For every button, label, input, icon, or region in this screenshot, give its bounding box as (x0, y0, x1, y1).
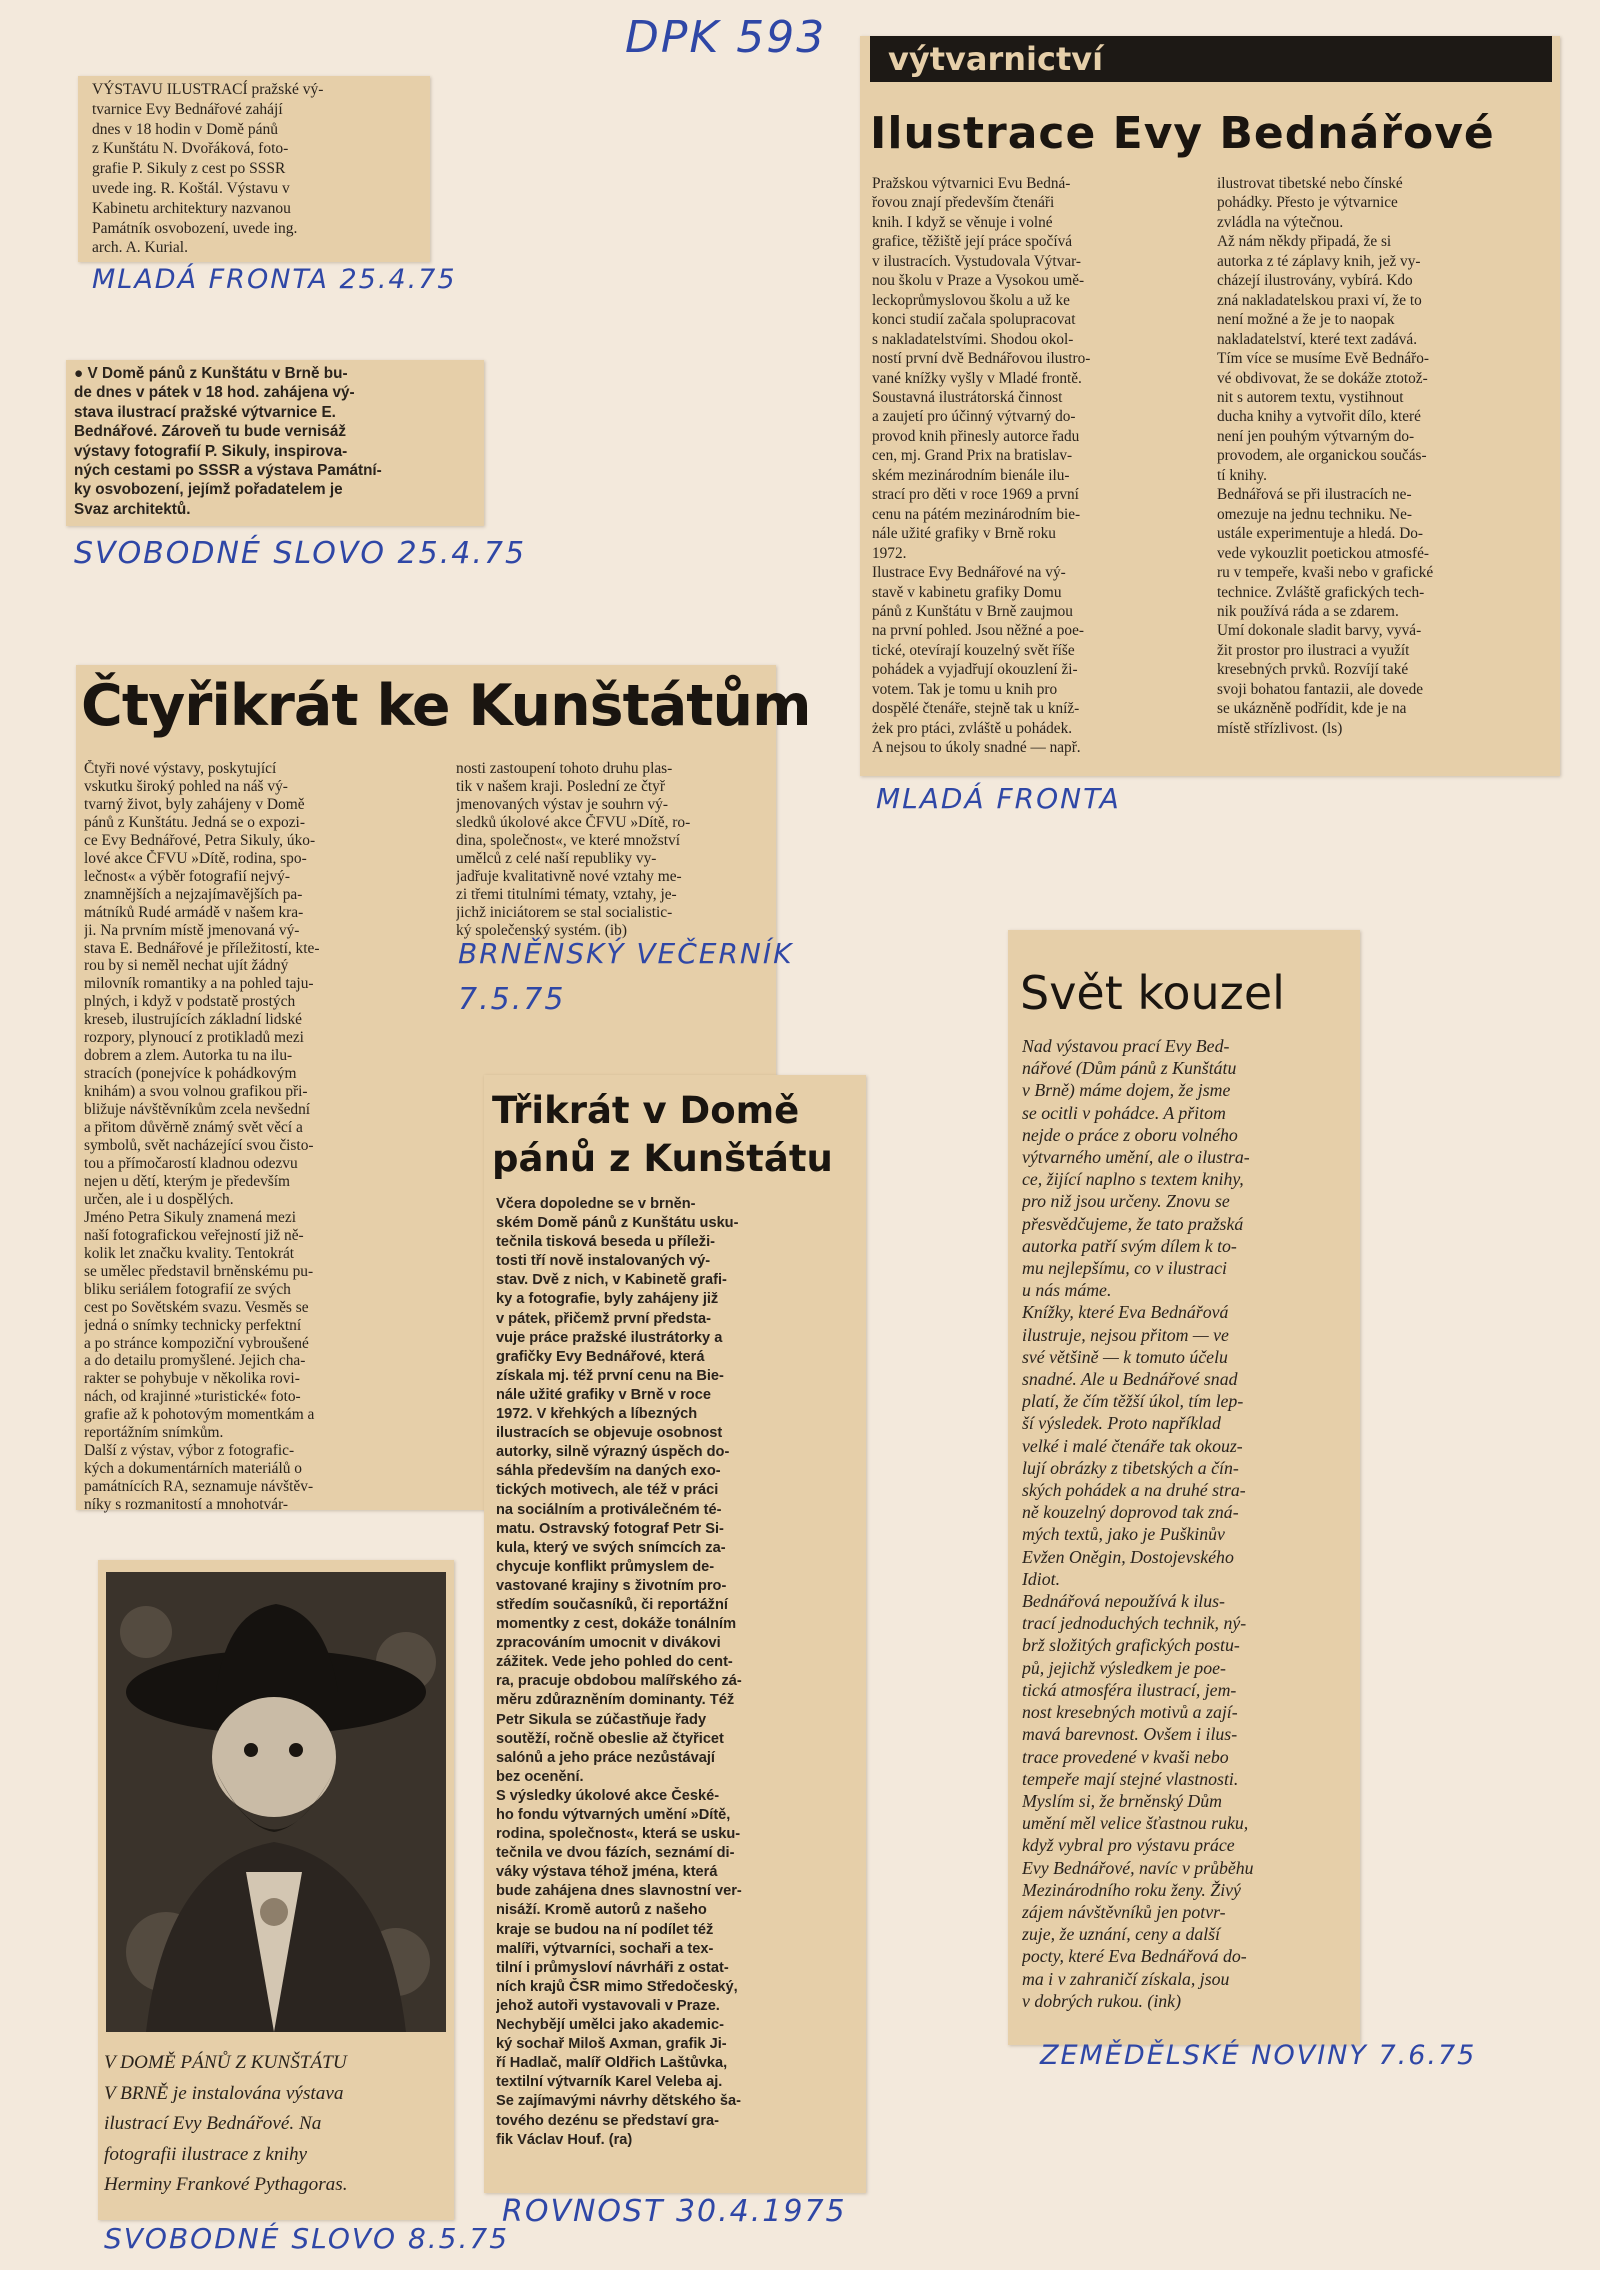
text-line: tempeře mají stejné vlastnosti. (1022, 1768, 1239, 1789)
text-line: nost kresebných motivů a zají- (1022, 1702, 1238, 1723)
text-line: u nás máme. (1022, 1280, 1112, 1301)
text-line: umění měl velice šťastnou ruku, (1022, 1813, 1249, 1834)
text-line: snadné. Ale u Bednářové snad (1022, 1369, 1238, 1390)
text-line: lují obrázky z tibetských a čín- (1022, 1457, 1239, 1478)
section-bar (870, 36, 1552, 82)
text-line: se ocitli v pohádce. A přitom (1022, 1102, 1226, 1123)
source-rovnost: ROVNOST 30.4.1975 (502, 2194, 847, 2229)
text-line: ních krajů ČSR mimo Středočeský, (496, 1978, 738, 1995)
clip-svet-kouzel (1008, 930, 1360, 2045)
text-line: lové akce ČFVU »Dítě, rodina, spo- (84, 849, 307, 867)
text-line: vskutku široký pohled na náš vý- (84, 777, 288, 795)
text-line: Bednářová se při ilustracích ne- (1217, 486, 1412, 504)
text-line: Soustavná ilustrátorská činnost (872, 388, 1063, 406)
text-line: tilní i průmysloví návrháři z ostat- (496, 1959, 729, 1976)
text-line: výstavy fotografií P. Sikuly, inspirova- (74, 442, 348, 460)
text-line: fik Václav Houf. (ra) (496, 2131, 633, 2148)
text-line: z Kunštátu N. Dvořáková, foto- (92, 140, 289, 158)
text-line: přesvědčujeme, že tato pražská (1022, 1213, 1244, 1234)
text-line: bude zahájena dnes slavnostní ver- (496, 1883, 742, 1900)
text-line: cen, mj. Grand Prix na bratislav- (872, 447, 1073, 465)
text-line: S výsledky úkolové akce České- (496, 1787, 720, 1804)
text-line: cenu na pátém mezinárodním bie- (872, 505, 1081, 523)
text-line: ma i v zahraničí získala, jsou (1022, 1968, 1230, 1989)
text-line: tosti tří nově instalovaných vý- (496, 1253, 711, 1270)
text-line: stavě v kabinetu grafiky Domu (872, 583, 1062, 601)
text-line: Pražskou výtvarnici Evu Bedná- (872, 175, 1071, 192)
text-line: Památník osvobození, uvede ing. (92, 219, 298, 237)
text-line: památnících RA, seznamuje návštěv- (84, 1478, 314, 1496)
text-line: ských pohádek a na druhé stra- (1022, 1480, 1246, 1501)
text-line: ší výsledek. Proto například (1022, 1413, 1221, 1434)
text-line: strací pro děti v roce 1969 a první (872, 486, 1079, 504)
text-line: na první pohled. Jsou něžné a poe- (872, 622, 1084, 640)
text-line: ilustrovat tibetské nebo čínské (1217, 175, 1403, 192)
text-line: rozpory, plynoucí z protikladů mezi (84, 1029, 304, 1047)
text-line: pánů z Kunštátu v Brně zaujmou (872, 602, 1073, 620)
text-line: brž složitých grafických postu- (1022, 1635, 1240, 1656)
text-line: sledků úkolové akce ČFVU »Dítě, ro- (456, 813, 691, 831)
text-line: tečnila tisková beseda u příleži- (496, 1234, 715, 1251)
text-line: trace provedené v kvaši nebo (1022, 1746, 1229, 1767)
text-line: provodem, ale organickou součás- (1217, 447, 1427, 465)
text-line: nách, od krajinné »turistické« foto- (84, 1388, 301, 1406)
clip-ilustrace (860, 36, 1560, 776)
text-line: ustále experimentuje a hledá. Do- (1217, 525, 1424, 543)
text-line: Kabinetu architektury nazvanou (92, 199, 291, 217)
headline-line-2: pánů z Kunštátu (492, 1137, 833, 1180)
text-line: rodina, společnost«, která se usku- (496, 1826, 741, 1843)
text-line: grafie až k pohotovým momentkám a (84, 1406, 315, 1424)
text-line: jmenovaných výstav je souhrn vý- (456, 795, 669, 813)
text-line: V DOMĚ PÁNŮ Z KUNŠTÁTU (104, 2052, 347, 2073)
text-line: knih. I když se věnuje i volné (872, 213, 1053, 231)
text-line: leckoprůmyslovou školu a už ke (872, 291, 1070, 309)
text-line: ří Hadlač, malíř Oldřich Laštůvka, (496, 2055, 728, 2072)
article-body (496, 1195, 858, 2150)
text-line: Bednářové. Zároveň tu bude vernisáž (74, 423, 347, 441)
text-line: sáhla především na daných exo- (496, 1463, 721, 1480)
text-line: pohádky. Přesto je výtvarnice (1217, 194, 1398, 212)
text-line: ně kouzelný doprovod tak zná- (1022, 1502, 1239, 1523)
text-line: v ilustracích. Vystudovala Výtvar- (872, 252, 1081, 270)
text-line: 1972. (872, 544, 907, 562)
text-line: Knížky, které Eva Bednářová (1022, 1302, 1229, 1323)
source-svobodne-slovo-2: SVOBODNÉ SLOVO 8.5.75 (104, 2222, 510, 2255)
text-line: trací jednoduchých technik, ný- (1022, 1613, 1247, 1634)
text-line: v Brně) máme dojem, že jsme (1022, 1080, 1231, 1101)
text-line: provod knih přinesly autorce řadu (872, 427, 1080, 445)
text-line: zuje, že uznání, ceny a další (1022, 1924, 1221, 1945)
text-line: dina, společnost«, ve které množství (456, 831, 680, 849)
column-2 (456, 760, 766, 940)
text-line: nále užité grafiky v Brně roku (872, 525, 1056, 543)
text-line: nále užité grafiky v Brně v roce (496, 1386, 711, 1403)
text-line: lečnost« a výběr fotografií nejvý- (84, 867, 290, 885)
text-line: středím současníků, či reportážní (496, 1596, 728, 1613)
text-line: ji. Na prvním místě jmenovaná vý- (84, 921, 300, 939)
text-line: určen, ale i u dospělých. (84, 1190, 234, 1208)
text-line: 1972. V křehkých a líbezných (496, 1406, 698, 1423)
text-line: votem. Tak je tomu u knih pro (872, 680, 1058, 698)
text-line: mu nejlepšímu, co v ilustraci (1022, 1258, 1227, 1279)
text-line: není jen pouhým výtvarným do- (1217, 427, 1415, 445)
text-line: symbolů, svět nacházející svou čisto- (84, 1137, 314, 1155)
source-brnensky-vecernik: BRNĚNSKÝ VEČERNÍK (458, 937, 794, 970)
text-line: žit prostor pro ilustraci a využít (1217, 641, 1410, 659)
headline: Čtyřikrát ke Kunštátům (81, 673, 811, 739)
text-line: autorka z té záplavy knih, jež vy- (1217, 252, 1421, 270)
text-line: zvládla na výtečnou. (1217, 213, 1344, 231)
text-line: Čtyři nové výstavy, poskytující (84, 760, 277, 777)
text-line: chycuje konflikt průmyslem de- (496, 1558, 715, 1575)
clip-svobodne-slovo-short (66, 360, 484, 526)
text-line: plných, i když v podstatě prostých (84, 993, 296, 1011)
text-line: kraje se budou na ní podílet též (496, 1921, 714, 1938)
text-line: tik v našem kraji. Poslední ze čtyř (456, 777, 666, 795)
text-line: malíři, výtvarníci, sochaři a tex- (496, 1940, 714, 1957)
text-line: pohádek a vyjadřují okouzlení ži- (872, 661, 1078, 679)
text-line: a zaujetí pro účinný výtvarný do- (872, 408, 1076, 426)
text-line: řovou znají především čtenáři (872, 194, 1055, 212)
text-line: uvede ing. R. Koštál. Výstavu v (92, 179, 290, 197)
text-line: rakter se pohybuje v několika rovi- (84, 1370, 300, 1388)
text-line: ilustruje, nejsou přitom — ve (1022, 1324, 1229, 1345)
text-line: Evžen Oněgin, Dostojevského (1022, 1546, 1234, 1567)
text-line: nisáží. Kromě autorů z našeho (496, 1902, 707, 1919)
text-line: ru v tempeře, kvaši nebo v grafické (1217, 564, 1434, 582)
text-line: Myslím si, že brněnský Dům (1022, 1790, 1223, 1811)
text-line: cest po Sovětském svazu. Vesměs se (84, 1298, 309, 1316)
text-line: fotografii ilustrace z knihy (104, 2143, 308, 2165)
text-line: tou a přímočarostí kladnou odezvu (84, 1154, 298, 1172)
source-zemedelske-noviny: ZEMĚDĚLSKÉ NOVINY 7.6.75 (1040, 2040, 1477, 2071)
text-line: velké i malé čtenáře tak okouz- (1022, 1435, 1243, 1456)
text-line: se ukázněně podřídit, kde je na (1217, 700, 1407, 718)
text-line: ducha knihy a vytvořit dílo, které (1217, 408, 1421, 426)
text-line: ností první dvě Bednářovou ilustro- (872, 350, 1091, 368)
text-line: ký společenský systém. (ib) (456, 921, 627, 939)
text-line: żek pro ptáci, zvláště u pohádek. (872, 719, 1073, 737)
source-mlada-fronta-2: MLADÁ FRONTA (876, 782, 1121, 815)
text-line: konci studií začala spolupracovat (872, 311, 1076, 329)
text-line: Mezinárodního roku ženy. Živý (1022, 1879, 1241, 1900)
text-line: pocty, které Eva Bednářová do- (1022, 1946, 1247, 1967)
text-line: místě střízlivost. (ls) (1217, 719, 1343, 737)
text-line: bližuje návštěvníkům zcela nevšední (84, 1101, 311, 1119)
headline: Svět kouzel (1020, 966, 1285, 1020)
column-2 (1217, 174, 1553, 738)
text-line: zpracováním umocnit v divákovi (496, 1635, 721, 1652)
text-line: a přitom důvěrně známý svět věcí a (84, 1119, 303, 1137)
section-label: výtvarnictví (888, 40, 1104, 78)
text-line: stava E. Bednářové je příležitostí, kte- (84, 939, 320, 957)
text-line: kreseb, ilustrujících základní lidské (84, 1011, 302, 1029)
text-line: rou by si neměl nechat ujít žádný (84, 957, 289, 975)
text-line: Až nám někdy připadá, že si (1217, 233, 1392, 251)
text-line: dnes v 18 hodin v Domě pánů (92, 120, 278, 138)
text-line: nejde o práce z oboru volného (1022, 1124, 1238, 1145)
text-line: soutěží, ročně obeslie až čtyřicet (496, 1730, 724, 1747)
text-line: tvarný život, byly zahájeny v Domě (84, 795, 305, 813)
source-brnensky-vecernik-date: 7.5.75 (458, 982, 566, 1017)
text-line: Idiot. (1022, 1568, 1061, 1589)
text-line: ce Evy Bednářové, Petra Sikuly, úko- (84, 831, 316, 849)
text-line: vastované krajiny s životním pro- (496, 1577, 727, 1594)
text-line: kých a dokumentárních materiálů o (84, 1460, 302, 1478)
text-line: Evy Bednářové, navíc v průběhu (1022, 1857, 1254, 1878)
text-line: ském mezinárodním bienále ilu- (872, 466, 1070, 484)
text-line: není možné a že je to naopak (1217, 311, 1395, 329)
text-line: grafice, těžiště její práce spočívá (872, 233, 1073, 251)
text-line: matu. Ostravský fotograf Petr Si- (496, 1520, 724, 1537)
text-line: zi třemi titulními tématy, vztahy, je- (456, 885, 677, 903)
text-line: Tím více se musíme Evě Bednářo- (1217, 350, 1429, 368)
text-line: vé obdivovat, že se dokáže ztotož- (1217, 369, 1428, 387)
text-line: mých textů, jako je Puškinův (1022, 1524, 1225, 1545)
text-line: Další z výstav, výbor z fotografic- (84, 1442, 295, 1460)
text-line: pánů z Kunštátu. Jedná se o expozi- (84, 813, 305, 831)
text-line: kolik let značku kvality. Tentokrát (84, 1244, 295, 1262)
text-line: kula, který ve svých snímcích za- (496, 1539, 726, 1556)
text-line: dobrem a zlem. Autorka tu na ilu- (84, 1047, 293, 1065)
text-line: výtvarného umění, ale o ilustra- (1022, 1147, 1250, 1168)
archive-mark: DPK 593 (625, 12, 827, 63)
text-line: grafie P. Sikuly z cest po SSSR (92, 160, 286, 178)
text-line: v dobrých rukou. (ink) (1022, 1990, 1181, 2011)
text-line: ných cestami po SSSR a výstava Památní- (74, 462, 382, 480)
text-line: ra, pracuje obdobou malířského zá- (496, 1673, 742, 1690)
text-line: ce, žijící naplno s textem knihy, (1022, 1169, 1244, 1190)
text-line: zná nakladatelskou praxi ví, že to (1217, 291, 1422, 309)
text-line: znamnějších a nejzajímavějších pa- (84, 885, 303, 903)
text-line: Herminy Frankové Pythagoras. (104, 2174, 348, 2196)
text-line: jehož autoři vystavovali v Praze. (496, 1997, 720, 2014)
text-line: nejen u dětí, kterým je především (84, 1172, 291, 1190)
text-line: dospělé čtenáře, stejně tak u kníž- (872, 700, 1080, 718)
text-line: reportážním snímkům. (84, 1424, 224, 1442)
text-line: a do detailu promyšlené. Jejich cha- (84, 1352, 306, 1370)
text-line: získala mj. též první cenu na Bie- (496, 1367, 724, 1384)
text-line: ilustracích se objevuje osobnost (496, 1425, 723, 1442)
text-line: textilní výtvarník Karel Veleba aj. (496, 2074, 723, 2091)
text-line: Ilustrace Evy Bednářové na vý- (872, 564, 1066, 582)
text-line: A nejsou to úkoly snadné — např. (872, 739, 1081, 757)
text-line: ● V Domě pánů z Kunštátu v Brně bu- (74, 365, 348, 382)
clip-text (92, 80, 422, 258)
text-line: kresebných prvků. Rozvíjí také (1217, 661, 1409, 679)
text-line: knihám) a svou volnou grafikou při- (84, 1083, 308, 1101)
text-line: a po stránce kompoziční vybroušené (84, 1334, 309, 1352)
text-line: tvarnice Evy Bednářové zahájí (92, 100, 283, 118)
text-line: nik používá ráda a se zdarem. (1217, 602, 1399, 620)
text-line: jadřuje kvalitativně nové vztahy me- (456, 867, 682, 885)
text-line: vede vykouzlit poetickou atmosfé- (1217, 544, 1429, 562)
text-line: salónů a jeho práce nezůstávají (496, 1749, 715, 1766)
text-line: Se zajímavými návrhy dětského ša- (496, 2093, 741, 2110)
text-line: stava ilustrací pražské výtvarnice E. (74, 403, 336, 421)
text-line: bliku seriálem fotografií ze svých (84, 1280, 291, 1298)
text-line: zájem návštěvníků jen potvr- (1022, 1901, 1226, 1922)
text-line: v pátek, přičemž první předsta- (496, 1310, 711, 1327)
text-line: ho fondu výtvarných umění »Dítě, (496, 1807, 731, 1823)
text-line: naší fotografickou veřejností již ně- (84, 1226, 304, 1244)
text-line: mavá barevnost. Ovšem i ilus- (1022, 1724, 1238, 1745)
text-line: níky s rozmanitostí a mnohotvár- (84, 1496, 289, 1514)
text-line: Bednářová nepoužívá k ilus- (1022, 1591, 1225, 1612)
text-line: jedná o snímky technicky perfektní (84, 1316, 302, 1334)
text-line: s nakladatelstvími. Shodou okol- (872, 330, 1074, 348)
text-line: V BRNĚ je instalována výstava (104, 2082, 344, 2104)
column-1 (84, 760, 426, 1514)
text-line: na sociálním a protiválečném té- (496, 1501, 722, 1518)
text-line: ký sochař Miloš Axman, grafik Ji- (496, 2036, 727, 2053)
text-line: milovník romantiky a na pohled taju- (84, 975, 314, 993)
text-line: ky osvobození, jejímž pořadatelem je (74, 481, 343, 499)
text-line: nou školu v Praze a Vysokou umě- (872, 272, 1085, 290)
text-line: měru zdůrazněním dominanty. Též (496, 1692, 735, 1709)
text-line: umělců z celé naší republiky vy- (456, 849, 657, 867)
text-line: de dnes v pátek v 18 hod. zahájena vý- (74, 384, 355, 402)
text-line: ky a fotografie, byly zahájeny již (496, 1291, 719, 1308)
text-line: nářové (Dům pánů z Kunštátu (1022, 1058, 1237, 1079)
clip-mlada-fronta-short (78, 76, 430, 262)
text-line: grafičky Evy Bednářové, která (496, 1348, 705, 1365)
text-line: pro niž jsou určeny. Znovu se (1022, 1191, 1230, 1212)
text-line: nakladatelství, které text zadává. (1217, 330, 1418, 348)
text-line: Jméno Petra Sikuly znamená mezi (84, 1208, 296, 1226)
text-line: Petr Sikula se zúčastňuje řady (496, 1711, 707, 1728)
text-line: nosti zastoupení tohoto druhu plas- (456, 760, 673, 777)
text-line: své většině — k tomuto účelu (1022, 1346, 1228, 1367)
photo-caption (104, 2048, 448, 2201)
text-line: autorka patří svým dílem k to- (1022, 1235, 1237, 1256)
text-line: Včera dopoledne se v brněn- (496, 1196, 696, 1212)
text-line: VÝSTAVU ILUSTRACÍ pražské vý- (92, 81, 324, 98)
text-line: platí, že čím těžší úkol, tím lep- (1022, 1391, 1244, 1412)
clip-text (74, 364, 479, 519)
text-line: ském Domě pánů z Kunštátu usku- (496, 1215, 739, 1232)
text-line: stav. Dvě z nich, v Kabinetě grafi- (496, 1272, 727, 1289)
text-line: Umí dokonale sladit barvy, vyvá- (1217, 622, 1422, 640)
text-line: tická atmosféra ilustrací, jem- (1022, 1679, 1237, 1700)
text-line: vané knížky vyšly v Mladé frontě. (872, 369, 1082, 387)
text-line: mátníků Rudé armádě v našem kra- (84, 903, 304, 921)
text-line: Nad výstavou prací Evy Bed- (1022, 1036, 1230, 1056)
article-body (1022, 1035, 1352, 2012)
text-line: když vybral pro výstavu práce (1022, 1835, 1235, 1856)
text-line: zážitek. Vede jeho pohled do cent- (496, 1654, 733, 1671)
text-line: technice. Zvláště grafických tech- (1217, 583, 1425, 601)
clip-photo (98, 1560, 454, 2220)
source-svobodne-slovo-1: SVOBODNÉ SLOVO 25.4.75 (74, 536, 527, 571)
text-line: tických motivech, ale též v práci (496, 1482, 719, 1499)
text-line: autorky, silně výrazný úspěch do- (496, 1444, 730, 1461)
text-line: momentky z cest, dokáže tonálním (496, 1616, 737, 1633)
source-mlada-fronta-1: MLADÁ FRONTA 25.4.75 (92, 264, 457, 295)
text-line: tí knihy. (1217, 466, 1267, 484)
headline-line-1: Třikrát v Domě (492, 1089, 800, 1132)
text-line: vuje práce pražské ilustrátorky a (496, 1329, 723, 1346)
text-line: svoji bohatou fantazii, ale dovede (1217, 680, 1424, 698)
text-line: bez ocenění. (496, 1768, 584, 1785)
headline: Ilustrace Evy Bednářové (870, 108, 1495, 159)
clip-trikrat (484, 1075, 866, 2193)
text-line: arch. A. Kurial. (92, 239, 188, 257)
column-1 (872, 174, 1212, 758)
text-line: Svaz architektů. (74, 500, 191, 518)
text-line: tečnila ve dvou fázích, seznámí di- (496, 1845, 735, 1862)
text-line: pů, jejichž výsledkem je poe- (1022, 1657, 1226, 1678)
text-line: stracích (ponejvíce k pohádkovým (84, 1065, 297, 1083)
text-line: nit s autorem textu, vystihnout (1217, 388, 1404, 406)
text-line: se umělec představil brněnskému pu- (84, 1262, 314, 1280)
text-line: omezuje na jednu techniku. Ne- (1217, 505, 1412, 523)
text-line: tické, otevírají kouzelný svět říše (872, 641, 1075, 659)
text-line: tového dezénu se představí gra- (496, 2112, 720, 2129)
text-line: jichž iniciátorem se stal socialistic- (456, 903, 673, 921)
text-line: cházejí ilustrovány, vybírá. Kdo (1217, 272, 1413, 290)
text-line: Nechybějí umělci jako akademic- (496, 2017, 724, 2034)
text-line: ilustrací Evy Bednářové. Na (104, 2113, 322, 2135)
illustration-photo (106, 1572, 446, 2032)
text-line: váky výstava téhož jména, která (496, 1864, 718, 1881)
